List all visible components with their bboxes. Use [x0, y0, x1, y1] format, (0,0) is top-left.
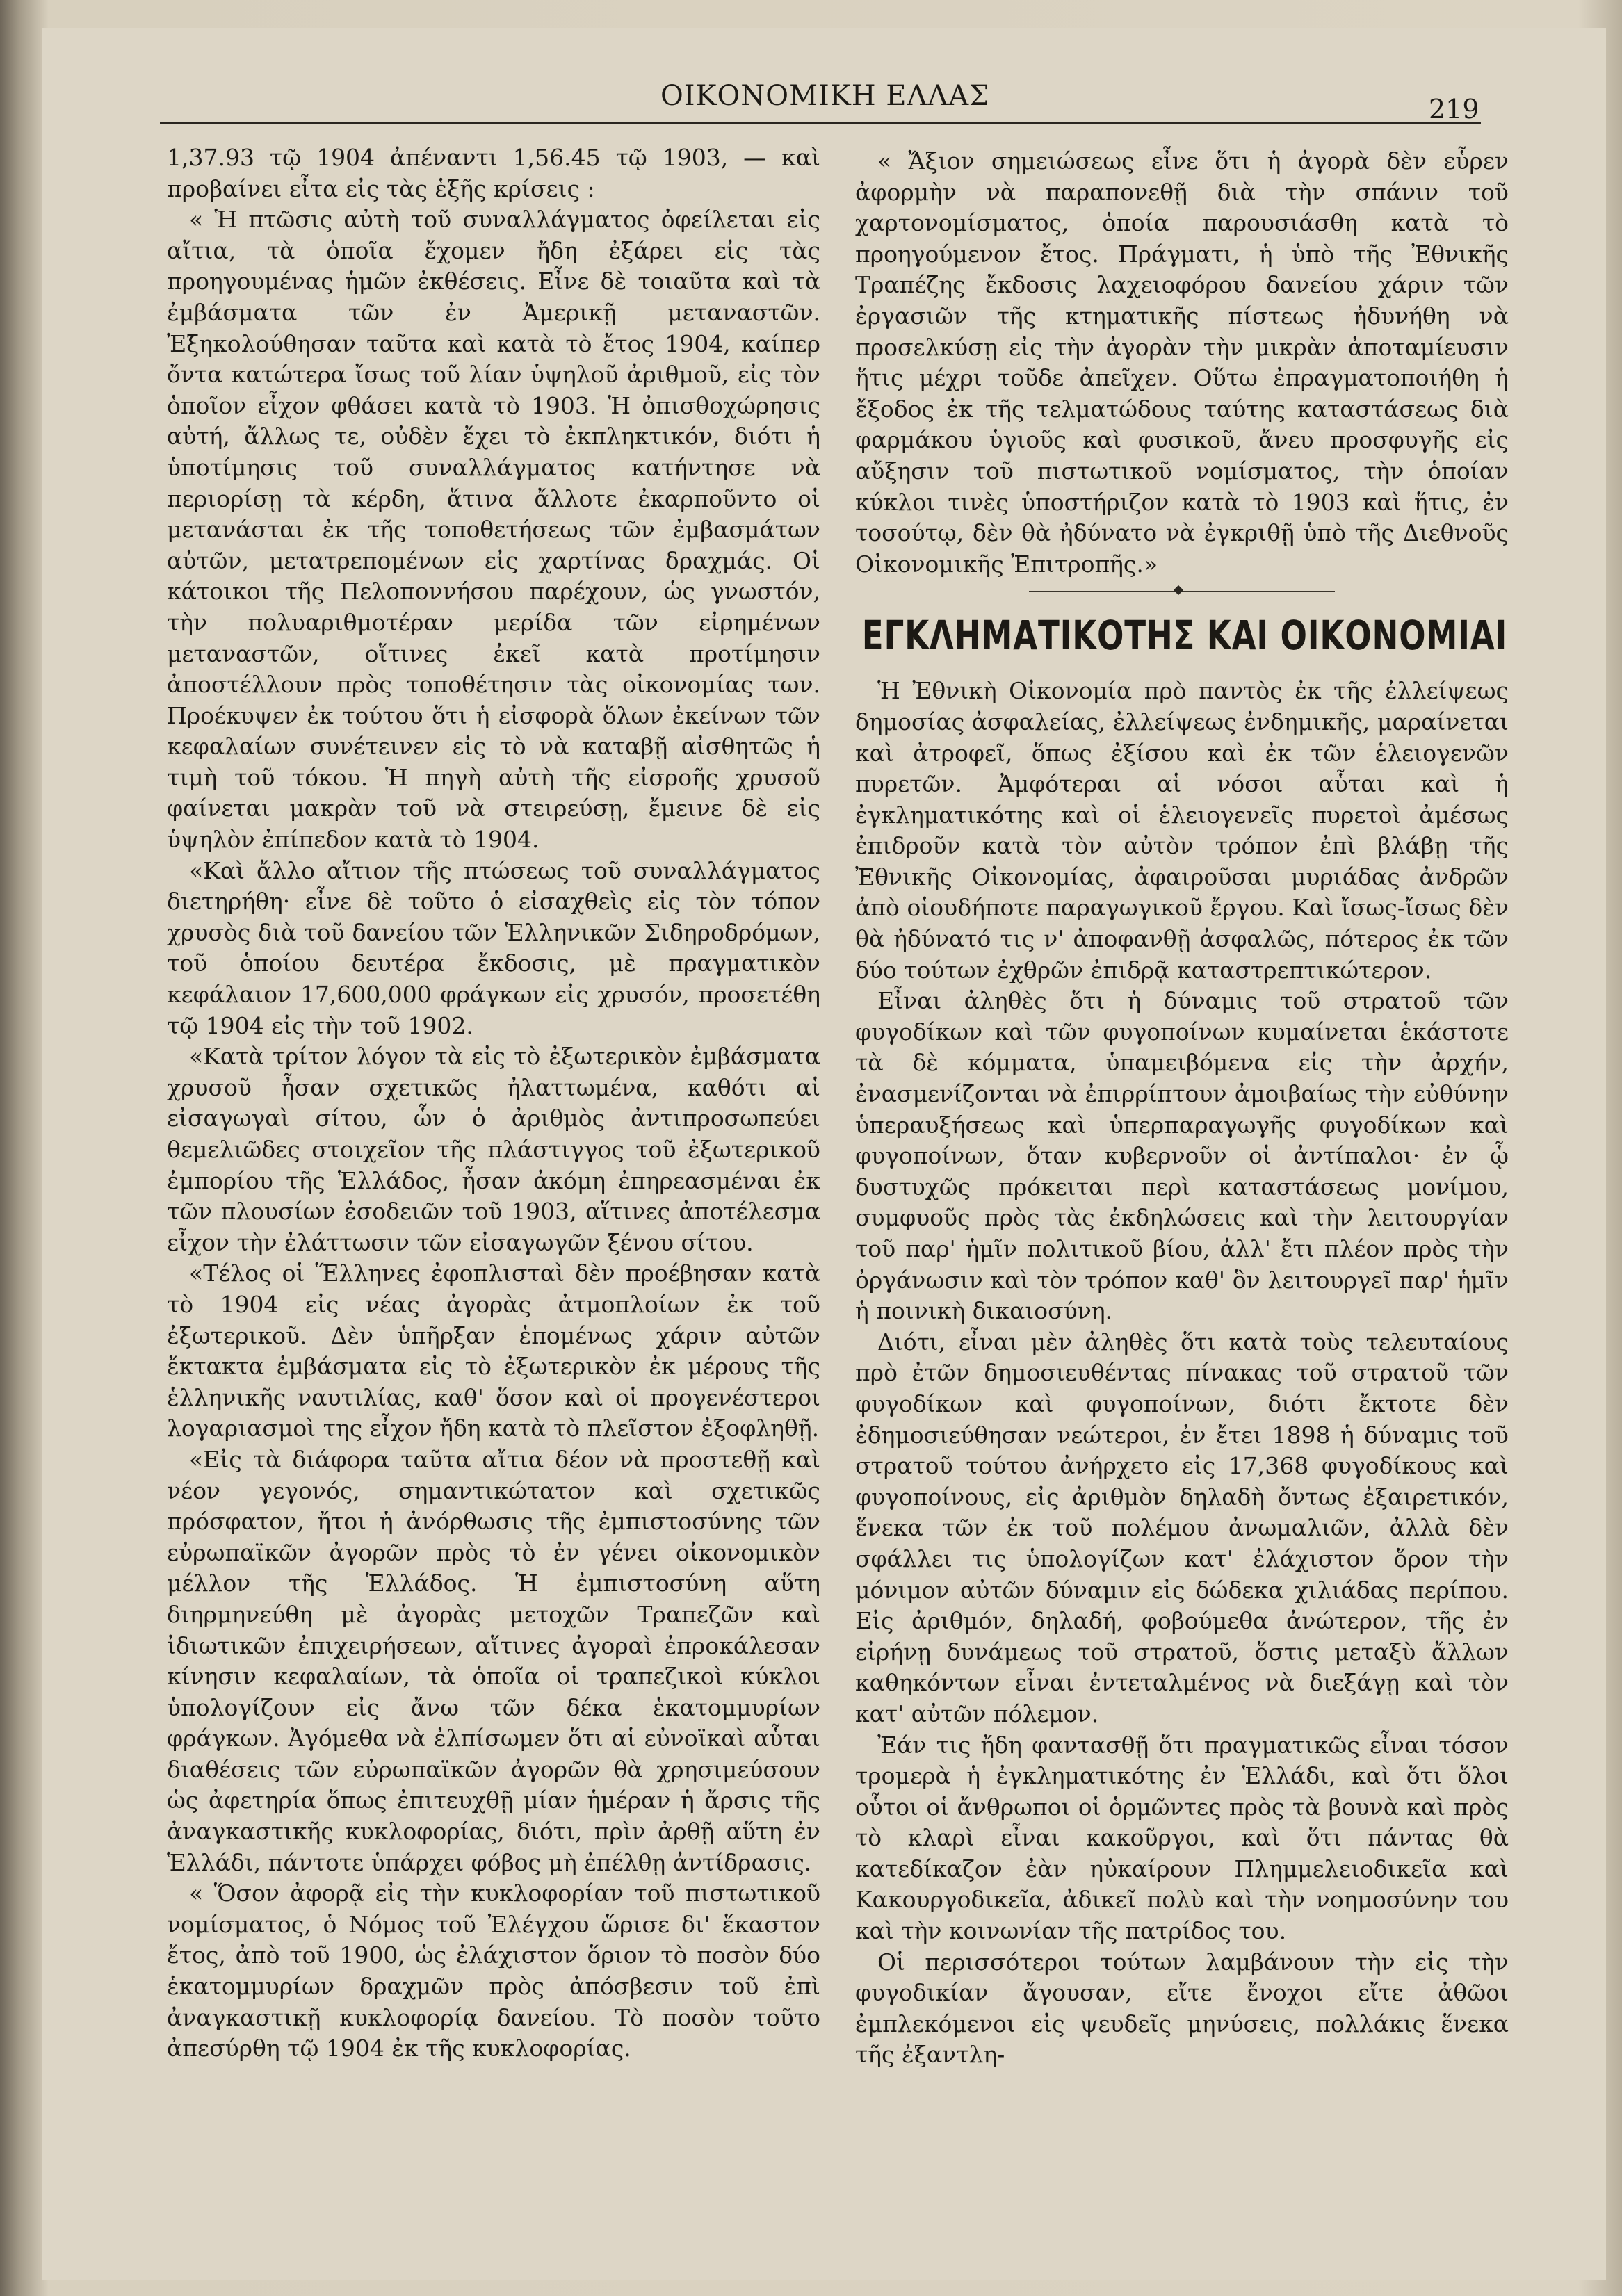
- right-paragraph: Οἱ περισσότεροι τούτων λαμβάνουν τὴν εἰς τὴν φυγοδικίαν ἄγουσαν, εἴτε ἔνοχοι εἴτε ἀθῶοι ἐμπλεκόμενοι εἰς ψευδεῖς μηνύσεις, πολλάκις ἕνεκα τῆς ἐξαντλη-: [855, 1948, 1509, 2069]
- left-paragraph: «Εἰς τὰ διάφορα ταῦτα αἴτια δέον νὰ προστεθῇ καὶ νέον γεγονός, σημαντικώτατον καὶ σχετικῶς πρόσφατον, ἤτοι ἡ ἀνόρθωσις τῆς ἐμπιστοσύνης τῶν εὐρωπαϊκῶν ἀγορῶν πρὸς τὸ ἐν γένει οἰκονομικὸν μέλλον τῆς Ἑλλάδος. Ἡ ἐμπιστοσύνη αὕτη διηρμηνεύθη μὲ ἀγορὰς μετοχῶν Τραπεζῶν καὶ ἰδιωτικῶν ἐπιχειρήσεων, αἵτινες ἀγοραὶ ἐπροκάλεσαν κίνησιν κεφαλαίων, τὰ ὁποῖα οἱ τραπεζικοὶ κύκλοι ὑπολογίζουν εἰς ἄνω τῶν δέκα ἑκατομμυρίων φράγκων. Ἀγόμεθα νὰ ἐλπίσωμεν ὅτι αἱ εὐνοϊκαὶ αὗται διαθέσεις τῶν εὐρωπαϊκῶν ἀγορῶν θὰ χρησιμεύσουν ὡς ἀφετηρία ὅπως ἐπιτευχθῇ μίαν ἡμέραν ἡ ἄρσις τῆς ἀναγκαστικῆς κυκλοφορίας, διότι, πρὶν ἀρθῇ αὕτη ἐν Ἑλλάδι, πάντοτε ὑπάρχει φόβος μὴ ἐπέλθῃ ἀντίδρασις.: [167, 1445, 820, 1876]
- right-column: [855, 146, 1509, 2071]
- section-divider: [855, 581, 1509, 602]
- left-paragraph: 1,37.93 τῷ 1904 ἀπέναντι 1,56.45 τῷ 1903, — καὶ προβαίνει εἶτα εἰς τὰς ἑξῆς κρίσεις :: [167, 144, 820, 202]
- right-paragraph: Διότι, εἶναι μὲν ἀληθὲς ὅτι κατὰ τοὺς τελευταίους πρὸ ἐτῶν δημοσιευθέντας πίνακας τοῦ στρατοῦ τῶν φυγοδίκων καὶ φυγοποίνων, διότι ἔκτοτε δὲν ἐδημοσιεύθησαν νεώτεροι, ἐν ἔτει 1898 ἡ δύναμις τοῦ στρατοῦ τούτου ἀνήρχετο εἰς 17,368 φυγοδίκους καὶ φυγοποίνους, εἰς ἀριθμὸν δηλαδὴ ὄντως ἐξαιρετικόν, ἕνεκα τῶν ἐκ τοῦ πολέμου ἀνωμαλιῶν, ἀλλὰ δὲν σφάλλει τις ὑπολογίζων κατ' ἐλάχιστον ὅρον τὴν μόνιμον αὐτῶν δύναμιν εἰς δώδεκα χιλιάδας περίπου. Εἰς ἀριθμόν, δηλαδή, φοβούμεθα ἀνώτερον, τῆς ἐν εἰρήνῃ δυνάμεως τοῦ στρατοῦ, ὅστις μεταξὺ ἄλλων καθηκόντων εἶναι ἐντεταλμένος νὰ διεξάγῃ καὶ τὸν κατ' αὐτῶν πόλεμον.: [855, 1328, 1509, 1727]
- right-paragraph: Ἡ Ἐθνικὴ Οἰκονομία πρὸ παντὸς ἐκ τῆς ἐλλείψεως δημοσίας ἀσφαλείας, ἐλλείψεως ἐνδημικῆς, μαραίνεται καὶ ἀτροφεῖ, ὅπως ἐξίσου καὶ ἐκ τῶν ἑλειογενῶν πυρετῶν. Ἀμφότεραι αἱ νόσοι αὗται καὶ ἡ ἐγκληματικότης καὶ οἱ ἑλειογενεῖς πυρετοὶ ἀμέσως ἐπιδροῦν κατὰ τὸν αὐτὸν τρόπον ἐπὶ βλάβῃ τῆς Ἐθνικῆς Οἰκονομίας, ἀφαιροῦσαι μυριάδας ἀνδρῶν ἀπὸ οἱουδήποτε παραγωγικοῦ ἔργου. Καὶ ἴσως-ἴσως δὲν θὰ ἠδύνατό τις ν' ἀποφανθῇ ἀσφαλῶς, πότερος ἐκ τῶν δύο τούτων ἐχθρῶν ἐπιδρᾷ καταστρεπτικώτερον.: [855, 677, 1509, 984]
- right-paragraph: Ἐάν τις ἤδη φαντασθῇ ὅτι πραγματικῶς εἶναι τόσον τρομερὰ ἡ ἐγκληματικότης ἐν Ἑλλάδι, καὶ ὅτι ὅλοι οὗτοι οἱ ἄνθρωποι οἱ ὁρμῶντες πρὸς τὰ βουνὰ καὶ πρὸς τὸ κλαρὶ εἶναι κακοῦργοι, καὶ ὅτι πάντας θὰ κατεδίκαζον ἐὰν ηὐκαίρουν Πλημμελειοδικεῖα καὶ Κακουργοδικεῖα, ἀδικεῖ πολὺ καὶ τὴν νοημοσύνην του καὶ τὴν κοινωνίαν τῆς πατρίδος του.: [855, 1731, 1509, 1945]
- left-column: [167, 143, 820, 2065]
- header-rule: [160, 122, 1481, 129]
- left-paragraph: « Ὅσον ἀφορᾷ εἰς τὴν κυκλοφορίαν τοῦ πιστωτικοῦ νομίσματος, ὁ Νόμος τοῦ Ἐλέγχου ὥρισε δι' ἕκαστον ἔτος, ἀπὸ τοῦ 1900, ὡς ἐλάχιστον ὅριον τὸ ποσὸν δύο ἑκατομμυρίων δραχμῶν πρὸς ἀπόσβεσιν τοῦ ἐπὶ ἀναγκαστικῇ κυκλοφορίᾳ δανείου. Τὸ ποσὸν τοῦτο ἀπεσύρθη τῷ 1904 ἐκ τῆς κυκλοφορίας.: [167, 1880, 820, 2062]
- right-paragraph: « Ἄξιον σημειώσεως εἶνε ὅτι ἡ ἀγορὰ δὲν εὗρεν ἀφορμὴν νὰ παραπονεθῇ διὰ τὴν σπάνιν τοῦ χαρτονομίσματος, ὁποία παρουσιάσθη κατὰ τὸ προηγούμενον ἔτος. Πράγματι, ἡ ὑπὸ τῆς Ἐθνικῆς Τραπέζης ἔκδοσις λαχειοφόρου δανείου χάριν τῶν ἐργασιῶν τῆς κτηματικῆς πίστεως ἠδυνήθη νὰ προσελκύσῃ εἰς τὴν ἀγορὰν τὴν μικρὰν ἀποταμίευσιν ἥτις μέχρι τοῦδε ἀπεῖχεν. Οὕτω ἐπραγματοποιήθη ἡ ἔξοδος ἐκ τῆς τελματώδους ταύτης καταστάσεως διὰ φαρμάκου ὑγιοῦς καὶ φυσικοῦ, ἄνευ προσφυγῆς εἰς αὔξησιν τοῦ πιστωτικοῦ νομίσματος, τὴν ὁποίαν κύκλοι τινὲς ὑποστήριζον κατὰ τὸ 1903 καὶ ἥτις, ἐν τοσούτῳ, δὲν θὰ ἠδύνατο νὰ ἐγκριθῇ ὑπὸ τῆς Διεθνοῦς Οἰκονομικῆς Ἐπιτροπῆς.»: [855, 147, 1509, 578]
- page-number: 219: [1429, 94, 1479, 124]
- running-title: ΟΙΚΟΝΟΜΙΚΗ ΕΛΛΑΣ: [660, 80, 990, 112]
- left-paragraph: «Τέλος οἱ Ἕλληνες ἐφοπλισταὶ δὲν προέβησαν κατὰ τὸ 1904 εἰς νέας ἀγορὰς ἀτμοπλοίων ἐκ τοῦ ἐξωτερικοῦ. Δὲν ὑπῆρξαν ἑπομένως χάριν αὐτῶν ἔκτακτα ἐμβάσματα εἰς τὸ ἐξωτερικὸν ἐκ μέρους τῆς ἑλληνικῆς ναυτιλίας, καθ' ὅσον καὶ οἱ προγενέστεροι λογαριασμοὶ της εἶχον ἤδη κατὰ τὸ πλεῖστον ἐξοφληθῇ.: [167, 1260, 820, 1442]
- left-paragraph: «Κατὰ τρίτον λόγον τὰ εἰς τὸ ἐξωτερικὸν ἐμβάσματα χρυσοῦ ἦσαν σχετικῶς ἠλαττωμένα, καθότι αἱ εἰσαγωγαὶ σίτου, ὧν ὁ ἀριθμὸς ἀντιπροσωπεύει θεμελιῶδες στοιχεῖον τῆς πλάστιγγος τοῦ ἐξωτερικοῦ ἐμπορίου τῆς Ἑλλάδος, ἦσαν ἀκόμη ἐπηρεασμέναι ἐκ τῶν πλουσίων ἐσοδειῶν τοῦ 1903, αἵτινες ἀποτέλεσμα εἶχον τὴν ἐλάττωσιν τῶν εἰσαγωγῶν ξένου σίτου.: [167, 1043, 820, 1256]
- left-paragraph: «Καὶ ἄλλο αἴτιον τῆς πτώσεως τοῦ συναλλάγματος διετηρήθη· εἶνε δὲ τοῦτο ὁ εἰσαχθεὶς εἰς τὸν τόπον χρυσὸς διὰ τοῦ δανείου τῶν Ἑλληνικῶν Σιδηροδρόμων, τοῦ ὁποίου δευτέρα ἔκδοσις, μὲ πραγματικὸν κεφάλαιον 17,600,000 φράγκων εἰς χρυσόν, προσετέθη τῷ 1904 εἰς τὴν τοῦ 1902.: [167, 856, 820, 1039]
- section-heading: ΕΓΚΛΗΜΑΤΙΚΟΤΗΣ ΚΑΙ ΟΙΚΟΝΟΜΙΑΙ: [861, 612, 1508, 660]
- divider-diamond-icon: [1174, 585, 1183, 595]
- right-paragraph: Εἶναι ἀληθὲς ὅτι ἡ δύναμις τοῦ στρατοῦ τῶν φυγοδίκων καὶ τῶν φυγοποίνων κυμαίνεται ἑκάστοτε τὰ δὲ κόμματα, ὑπαμειβόμενα εἰς τὴν ἀρχήν, ἐνασμενίζονται νὰ ἐπιρρίπτουν ἀμοιβαίως τὴν εὐθύνην ὑπεραυξήσεως καὶ ὑπερπαραγωγῆς φυγοδίκων καὶ φυγοποίνων, ὅταν κυβερνοῦν οἱ ἀντίπαλοι· ἐν ᾧ δυστυχῶς πρόκειται περὶ καταστάσεως μονίμου, συμφυοῦς πρὸς τὰς ἐκδηλώσεις καὶ τὴν λειτουργίαν τοῦ παρ' ἡμῖν πολιτικοῦ βίου, ἀλλ' ἔτι πλέον πρὸς τὴν ὀργάνωσιν καὶ τὸν τρόπον καθ' ὃν λειτουργεῖ παρ' ἡμῖν ἡ ποινικὴ δικαιοσύνη.: [855, 987, 1509, 1325]
- left-paragraph: « Ἡ πτῶσις αὐτὴ τοῦ συναλλάγματος ὀφείλεται εἰς αἴτια, τὰ ὁποῖα ἔχομεν ἤδη ἐξάρει εἰς τὰς προηγουμένας ἡμῶν ἐκθέσεις. Εἶνε δὲ τοιαῦτα καὶ τὰ ἐμβάσματα τῶν ἐν Ἀμερικῇ μεταναστῶν. Ἐξηκολούθησαν ταῦτα καὶ κατὰ τὸ ἔτος 1904, καίπερ ὄντα κατώτερα ἴσως τοῦ λίαν ὑψηλοῦ ἀριθμοῦ, εἰς τὸν ὁποῖον εἶχον φθάσει κατὰ τὸ 1903. Ἡ ὀπισθοχώρησις αὐτή, ἄλλως τε, οὐδὲν ἔχει τὸ ἐκπληκτικόν, διότι ἡ ὑποτίμησις τοῦ συναλλάγματος κατήντησε νὰ περιορίσῃ τὰ κέρδη, ἅτινα ἄλλοτε ἐκαρποῦντο οἱ μετανάσται ἐκ τῆς τοποθετήσεως τῶν ἐμβασμάτων αὐτῶν, μετατρεπομένων εἰς χαρτίνας δραχμάς. Οἱ κάτοικοι τῆς Πελοποννήσου παρέχουν, ὡς γνωστόν, τὴν πολυαριθμοτέραν μερίδα τῶν εἰρημένων μεταναστῶν, οἵτινες ἐκεῖ κατὰ προτίμησιν ἀποστέλλουν πρὸς τοποθέτησιν τὰς οἰκονομίας των. Προέκυψεν ἐκ τούτου ὅτι ἡ εἰσφορὰ ὅλων ἐκείνων τῶν κεφαλαίων συνέτεινεν εἰς τὸ νὰ καταβῇ αἰσθητῶς ἡ τιμὴ τοῦ τόκου. Ἡ πηγὴ αὐτὴ τῆς εἰσροῆς χρυσοῦ φαίνεται μακρὰν τοῦ νὰ στειρεύσῃ, ἔμεινε δὲ εἰς ὑψηλὸν ἐπίπεδον κατὰ τὸ 1904.: [167, 206, 820, 854]
